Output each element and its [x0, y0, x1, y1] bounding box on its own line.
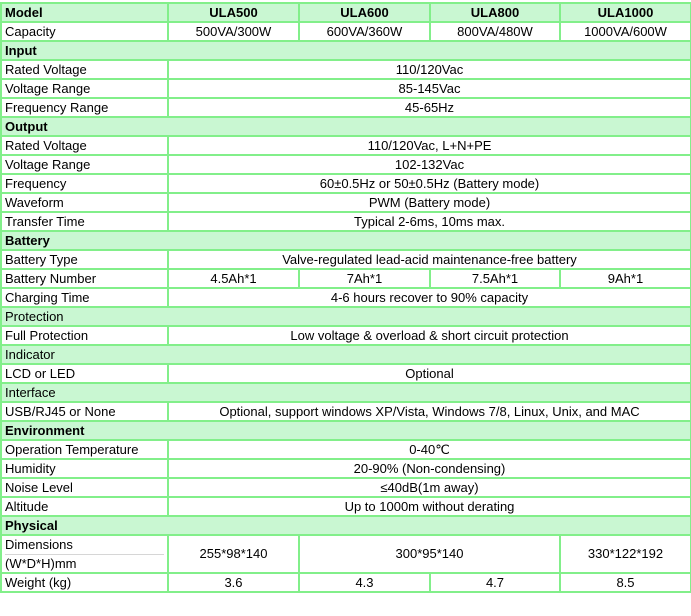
spec-row-battery-number: [1, 269, 691, 288]
row-label-full-protection: Full Protection: [1, 326, 168, 345]
value-cell: 4.3: [299, 573, 430, 592]
value-cell: 9Ah*1: [560, 269, 691, 288]
row-label-usb-rj45-or-none: USB/RJ45 or None: [1, 402, 168, 421]
section-row-input: [1, 41, 691, 60]
spec-row-transfer-time: [1, 212, 691, 231]
row-label-voltage-range: Voltage Range: [1, 155, 168, 174]
row-label-dimensions: [1, 535, 168, 573]
row-label-operation-temperature: Operation Temperature: [1, 440, 168, 459]
row-label-line1: Dimensions: [5, 536, 164, 555]
section-row-output: [1, 117, 691, 136]
row-label-frequency: Frequency: [1, 174, 168, 193]
value-cell: Low voltage & overload & short circuit protection: [168, 326, 691, 345]
spec-row-model: [1, 3, 691, 22]
spec-row-dimensions: [1, 535, 691, 573]
section-row-interface: [1, 383, 691, 402]
row-label-model: Model: [1, 3, 168, 22]
value-cell: 8.5: [560, 573, 691, 592]
spec-row-rated-voltage: [1, 136, 691, 155]
value-cell: ≤40dB(1m away): [168, 478, 691, 497]
value-cell: 3.6: [168, 573, 299, 592]
value-cell: 600VA/360W: [299, 22, 430, 41]
spec-row-capacity: [1, 22, 691, 41]
row-label-noise-level: Noise Level: [1, 478, 168, 497]
row-label-transfer-time: Transfer Time: [1, 212, 168, 231]
section-row-battery: [1, 231, 691, 250]
row-label-battery-type: Battery Type: [1, 250, 168, 269]
row-label-frequency-range: Frequency Range: [1, 98, 168, 117]
spec-row-battery-type: [1, 250, 691, 269]
value-cell: Optional, support windows XP/Vista, Windows 7/8, Linux, Unix, and MAC: [168, 402, 691, 421]
model-name-ula1000: ULA1000: [560, 3, 691, 22]
model-name-ula500: ULA500: [168, 3, 299, 22]
spec-row-frequency: [1, 174, 691, 193]
value-cell: 4.5Ah*1: [168, 269, 299, 288]
section-row-physical: [1, 516, 691, 535]
spec-row-frequency-range: [1, 98, 691, 117]
spec-row-altitude: [1, 497, 691, 516]
spec-row-charging-time: [1, 288, 691, 307]
row-label-line2: (W*D*H)mm: [5, 556, 77, 571]
model-name-ula800: ULA800: [430, 3, 560, 22]
section-header-output: Output: [1, 117, 691, 136]
section-row-environment: [1, 421, 691, 440]
spec-row-waveform: [1, 193, 691, 212]
spec-row-full-protection: [1, 326, 691, 345]
value-cell: 300*95*140: [299, 535, 560, 573]
value-cell: 85-145Vac: [168, 79, 691, 98]
value-cell: 110/120Vac, L+N+PE: [168, 136, 691, 155]
value-cell: 1000VA/600W: [560, 22, 691, 41]
value-cell: 110/120Vac: [168, 60, 691, 79]
value-cell: 20-90% (Non-condensing): [168, 459, 691, 478]
section-header-physical: Physical: [1, 516, 691, 535]
value-cell: Up to 1000m without derating: [168, 497, 691, 516]
spec-table-body: [1, 3, 691, 592]
row-label-lcd-or-led: LCD or LED: [1, 364, 168, 383]
value-cell: 330*122*192: [560, 535, 691, 573]
section-row-indicator: [1, 345, 691, 364]
section-row-protection: [1, 307, 691, 326]
value-cell: 45-65Hz: [168, 98, 691, 117]
model-name-ula600: ULA600: [299, 3, 430, 22]
spec-row-usb-rj45-or-none: [1, 402, 691, 421]
value-cell: 7Ah*1: [299, 269, 430, 288]
value-cell: PWM (Battery mode): [168, 193, 691, 212]
value-cell: 7.5Ah*1: [430, 269, 560, 288]
value-cell: 4.7: [430, 573, 560, 592]
spec-row-humidity: [1, 459, 691, 478]
spec-row-noise-level: [1, 478, 691, 497]
value-cell: 4-6 hours recover to 90% capacity: [168, 288, 691, 307]
spec-row-voltage-range: [1, 79, 691, 98]
row-label-battery-number: Battery Number: [1, 269, 168, 288]
value-cell: 255*98*140: [168, 535, 299, 573]
value-cell: Valve-regulated lead-acid maintenance-free battery: [168, 250, 691, 269]
section-header-interface: Interface: [1, 383, 691, 402]
value-cell: 102-132Vac: [168, 155, 691, 174]
row-label-waveform: Waveform: [1, 193, 168, 212]
value-cell: Optional: [168, 364, 691, 383]
row-label-rated-voltage: Rated Voltage: [1, 136, 168, 155]
row-label-humidity: Humidity: [1, 459, 168, 478]
section-header-input: Input: [1, 41, 691, 60]
section-header-environment: Environment: [1, 421, 691, 440]
value-cell: 60±0.5Hz or 50±0.5Hz (Battery mode): [168, 174, 691, 193]
section-header-indicator: Indicator: [1, 345, 691, 364]
row-label-capacity: Capacity: [1, 22, 168, 41]
section-header-battery: Battery: [1, 231, 691, 250]
spec-row-lcd-or-led: [1, 364, 691, 383]
row-label-voltage-range: Voltage Range: [1, 79, 168, 98]
row-label-weight-kg: Weight (kg): [1, 573, 168, 592]
spec-row-operation-temperature: [1, 440, 691, 459]
row-label-altitude: Altitude: [1, 497, 168, 516]
value-cell: Typical 2-6ms, 10ms max.: [168, 212, 691, 231]
value-cell: 800VA/480W: [430, 22, 560, 41]
spec-row-voltage-range: [1, 155, 691, 174]
section-header-protection: Protection: [1, 307, 691, 326]
spec-row-weight-kg: [1, 573, 691, 592]
value-cell: 500VA/300W: [168, 22, 299, 41]
value-cell: 0-40℃: [168, 440, 691, 459]
row-label-charging-time: Charging Time: [1, 288, 168, 307]
ups-spec-table: [0, 2, 691, 593]
spec-row-rated-voltage: [1, 60, 691, 79]
row-label-rated-voltage: Rated Voltage: [1, 60, 168, 79]
